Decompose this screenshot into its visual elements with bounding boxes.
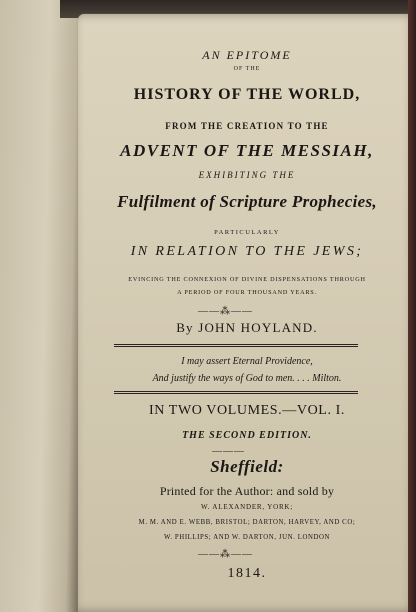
divider-top-2 — [114, 346, 358, 347]
divider-bottom — [114, 391, 358, 392]
title-line-8: PARTICULARLY — [214, 229, 280, 236]
title-line-7: Fulfilment of Scripture Prophecies, — [117, 192, 377, 211]
printed-line: Printed for the Author: and sold by — [159, 484, 335, 498]
volumes-line: IN TWO VOLUMES.—VOL. I. — [148, 403, 346, 418]
title-line-9: IN RELATION TO THE JEWS; — [130, 244, 364, 259]
seller-line-1: W. ALEXANDER, YORK; — [200, 503, 294, 511]
title-line-10: EVINCING THE CONNEXION OF DIVINE DISPENSATIONS THROUGH — [128, 276, 366, 283]
seller-line-3: W. PHILLIPS; AND W. DARTON, JUN. LONDON — [163, 534, 331, 541]
title-line-1: AN EPITOME — [202, 48, 292, 62]
title-line-4: FROM THE CREATION TO THE — [165, 121, 329, 131]
seller-line-2: M. M. AND E. WEBB, BRISTOL; DARTON, HARVEY, AND CO; — [138, 519, 356, 526]
author-line: By JOHN HOYLAND. — [176, 320, 318, 335]
title-line-11: A PERIOD OF FOUR THOUSAND YEARS. — [177, 289, 317, 296]
title-line-5: ADVENT OF THE MESSIAH, — [120, 141, 374, 160]
edition-line: THE SECOND EDITION. — [182, 430, 312, 441]
title-line-6: EXHIBITING THE — [198, 170, 296, 180]
title-line-2: OF THE — [233, 66, 261, 72]
divider-bottom-2 — [114, 393, 358, 394]
title-line-3: HISTORY OF THE WORLD, — [133, 86, 361, 103]
quote-line-1: I may assert Eternal Providence, — [181, 356, 313, 367]
city-line: Sheffield: — [210, 457, 284, 476]
divider-top — [114, 344, 358, 345]
ornament-bottom: ——⁂—— — [198, 549, 253, 560]
year-line: 1814. — [227, 566, 267, 581]
quote-line-2: And justify the ways of God to men. . . . Milton. — [152, 373, 342, 384]
ornament-dash: ——— — [212, 446, 245, 457]
ornament-rule: ——⁂—— — [198, 306, 253, 317]
